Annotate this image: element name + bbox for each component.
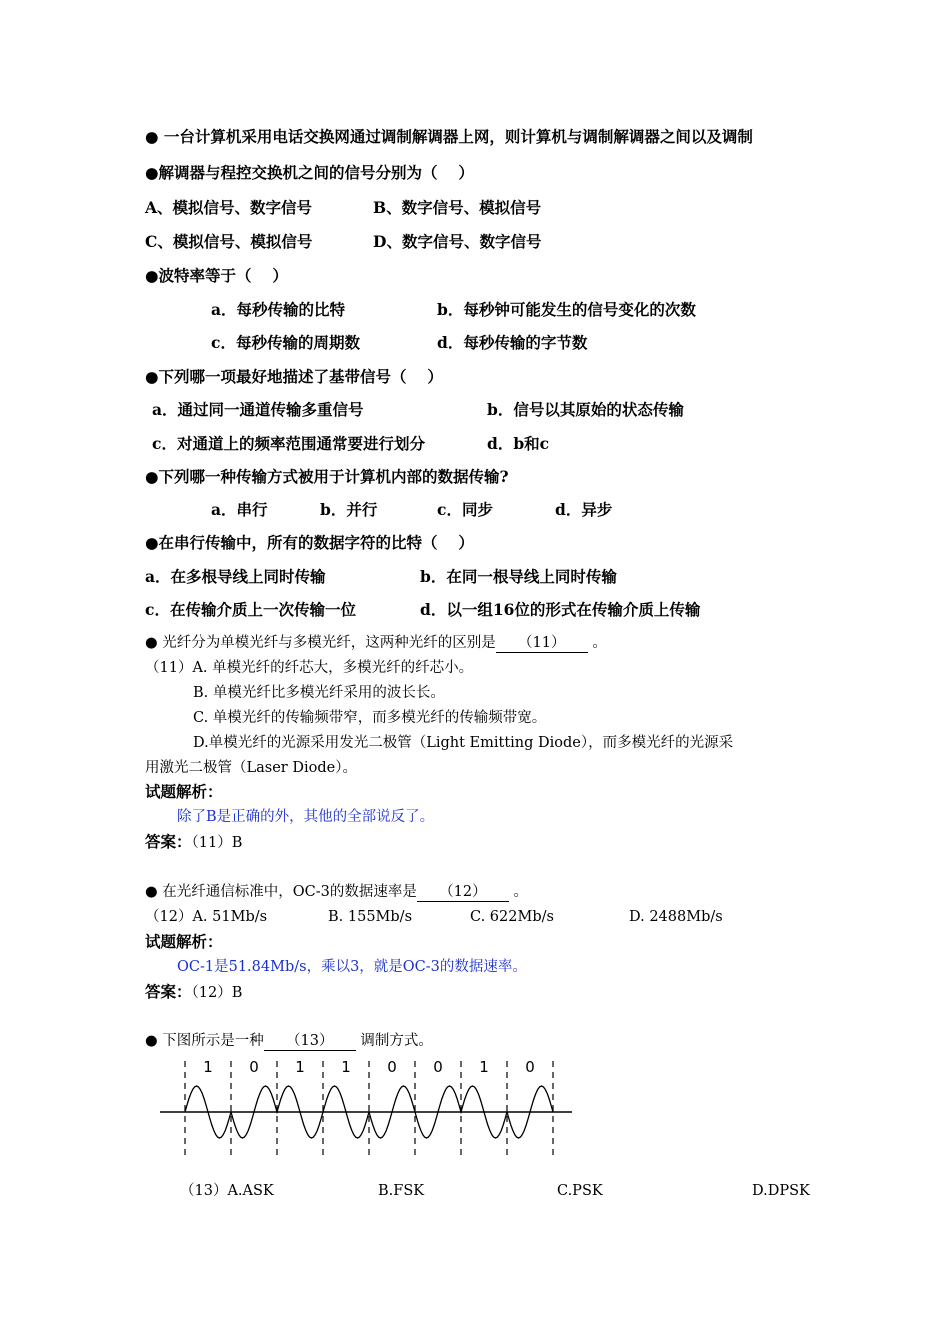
bit-label: 0 (249, 1058, 259, 1076)
q11-blank: （11） (496, 635, 588, 653)
q2-option-b: b．每秒钟可能发生的信号变化的次数 (437, 300, 696, 319)
q11-answer-label: 答案： (145, 832, 192, 851)
q4-option-c: c．同步 (437, 500, 493, 519)
q2-stem: ●波特率等于（ ） (145, 266, 288, 285)
q13-stem-end: 调制方式。 (355, 1033, 433, 1049)
q3-option-d: d．b和c (487, 434, 550, 453)
q3-option-a: a．通过同一通道传输多重信号 (152, 400, 364, 419)
q11-option-d-line2: 用激光二极管（Laser Diode）。 (145, 760, 357, 776)
q13-stem-text: ● 下图所示是一种 (145, 1033, 264, 1049)
q1-option-a: A、模拟信号、数字信号 (145, 198, 313, 217)
q1-stem-line2: ●解调器与程控交换机之间的信号分别为（ ） (145, 163, 474, 182)
q3-stem: ●下列哪一项最好地描述了基带信号（ ） (145, 367, 443, 386)
q4-option-d: d．异步 (555, 500, 613, 519)
q1-option-d: D、数字信号、数字信号 (373, 232, 542, 251)
q4-stem: ●下列哪一种传输方式被用于计算机内部的数据传输? (145, 467, 509, 486)
q12-answer-value: （12）B (191, 985, 243, 1001)
q11-stem (145, 632, 607, 654)
bit-label: 0 (525, 1058, 535, 1076)
q13-option-d: D.DPSK (752, 1183, 810, 1199)
q11-option-a: （11）A. 单模光纤的纤芯大，多模光纤的纤芯小。 (145, 660, 474, 676)
q13-option-a: （13）A.ASK (180, 1183, 274, 1199)
bit-label: 0 (433, 1058, 443, 1076)
q12-answer-label: 答案： (145, 982, 192, 1001)
q13-option-c: C.PSK (557, 1183, 603, 1199)
q13-option-b: B.FSK (378, 1183, 425, 1199)
q1-stem-line1: ● 一台计算机采用电话交换网通过调制解调器上网，则计算机与调制解调器之间以及调制 (145, 127, 753, 146)
q5-option-a: a．在多根导线上同时传输 (145, 567, 326, 586)
bit-label: 0 (387, 1058, 397, 1076)
q11-analysis-text: 除了B是正确的外，其他的全部说反了。 (177, 809, 435, 825)
q12-option-b: B. 155Mb/s (328, 909, 413, 925)
q12-blank: （12） (417, 884, 509, 902)
q13-stem (145, 1030, 433, 1052)
q12-option-d: D. 2488Mb/s (629, 909, 723, 925)
q11-option-c: C. 单模光纤的传输频带窄，而多模光纤的传输频带宽。 (193, 710, 547, 726)
bit-label: 1 (203, 1058, 213, 1076)
q12-analysis-label: 试题解析： (145, 932, 223, 951)
q12-option-c: C. 622Mb/s (470, 909, 554, 925)
q12-option-a: （12）A. 51Mb/s (145, 909, 268, 925)
q12-answer (145, 981, 242, 1004)
q5-option-d: d．以一组16位的形式在传输介质上传输 (420, 600, 701, 619)
q1-option-b: B、数字信号、模拟信号 (373, 198, 542, 217)
q12-stem-text: ● 在光纤通信标准中，OC-3的数据速率是 (145, 884, 417, 900)
q1-option-c: C、模拟信号、模拟信号 (145, 232, 313, 251)
bit-label: 1 (295, 1058, 305, 1076)
q11-option-d-line1: D.单模光纤的光源采用发光二极管（Light Emitting Diode），而多模光纤的光源采 (193, 735, 734, 751)
q11-stem-text: ● 光纤分为单模光纤与多模光纤，这两种光纤的区别是 (145, 635, 496, 651)
q5-option-b: b．在同一根导线上同时传输 (420, 567, 617, 586)
q4-option-a: a．串行 (211, 500, 268, 519)
q12-stem (145, 881, 528, 903)
q2-option-c: c．每秒传输的周期数 (211, 333, 360, 352)
q4-option-b: b．并行 (320, 500, 378, 519)
q12-stem-end: 。 (508, 884, 528, 900)
modulation-waveform-diagram (155, 1055, 580, 1165)
q13-blank: （13） (264, 1033, 356, 1051)
bit-label: 1 (341, 1058, 351, 1076)
q11-stem-end: 。 (587, 635, 607, 651)
q11-option-b: B. 单模光纤比多模光纤采用的波长长。 (193, 685, 445, 701)
q11-answer (145, 831, 242, 854)
q5-stem: ●在串行传输中，所有的数据字符的比特（ ） (145, 533, 474, 552)
q12-analysis-text: OC-1是51.84Mb/s，乘以3，就是OC-3的数据速率。 (177, 959, 527, 975)
q2-option-a: a．每秒传输的比特 (211, 300, 346, 319)
q3-option-c: c．对通道上的频率范围通常要进行划分 (152, 434, 425, 453)
q2-option-d: d．每秒传输的字节数 (437, 333, 588, 352)
q11-answer-value: （11）B (191, 835, 243, 851)
q11-analysis-label: 试题解析： (145, 782, 223, 801)
q5-option-c: c．在传输介质上一次传输一位 (145, 600, 356, 619)
bit-label: 1 (479, 1058, 489, 1076)
q3-option-b: b．信号以其原始的状态传输 (487, 400, 684, 419)
